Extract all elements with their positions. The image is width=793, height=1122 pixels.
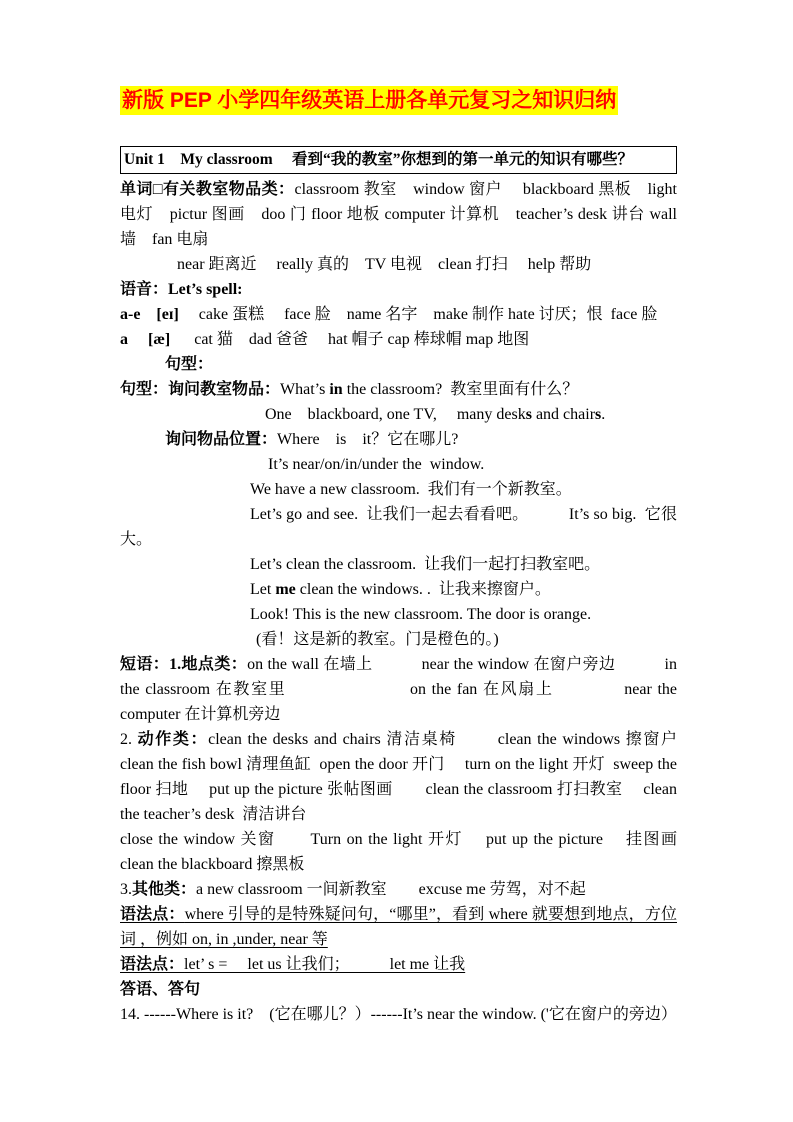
phrases-action-2 [120,827,681,877]
answers-heading [120,977,677,1002]
text-run: s [595,406,602,423]
text-run: 2. [120,731,138,748]
text-run: clean the windows. . 让我来擦窗户。 [295,581,551,598]
text-run: Let [250,581,276,598]
text-run: s [525,406,532,423]
sentence-look-new-classroom [120,602,677,627]
text-run: □ [152,181,163,198]
pattern-ask-classroom-items [120,377,677,402]
text-run: and chair [531,406,596,423]
grammar-point-lets [120,952,677,977]
sentence-let-me-clean [120,577,677,602]
text-run: Let’s clean the classroom. 让我们一起打扫教室吧。 [250,556,601,573]
pattern-answer-classroom-items [120,402,677,427]
text-run: classroom 教室 window 窗户 blackboard 黑板 light 电灯 pictur 图画 doo 门 floor 地板 computer 计算机 teacher’s desk 讲台 wall 墙 fan 电扇 [120,181,681,248]
text-run: 动作类： [137,731,209,748]
text-run: We have a new classroom. 我们有一个新教室。 [250,481,572,498]
text-run: (看！这是新的教室。门是橙色的。) [256,631,499,648]
text-run: 句型：询问教室物品： [120,381,281,398]
text-run: Look! This is the new classroom. The door is orange. [250,606,592,623]
text-run: 句型： [165,356,214,373]
text-run: 语音：Let’s spell: [120,281,243,298]
text-run: 有关教室物品类： [162,181,295,198]
text-run: 3. [120,881,132,898]
text-run: What’s [280,381,330,398]
phrases-location [120,652,681,727]
text-run: It’s near/on/in/under the window. [268,456,485,473]
page-title: 新版 PEP 小学四年级英语上册各单元复习之知识归纳 [120,86,618,115]
sentence-lets-go [120,502,677,552]
text-run: a-e [eɪ] [120,306,179,323]
text-run: 询问物品位置： [165,431,278,448]
text-run: let’ s = let us 让我们； let me 让我 [184,956,466,973]
phonics-a [120,327,677,352]
text-run: cat 猫 dad 爸爸 hat 帽子 cap 棒球帽 map 地图 [170,331,530,348]
pattern-answer-location [120,452,677,477]
sentence-pattern-label [120,352,677,377]
text-run: cake 蛋糕 face 脸 name 名字 make 制作 hate 讨厌；恨 face 脸 [178,306,658,323]
phrases-other [120,877,677,902]
sentence-we-have [120,477,677,502]
text-run: 语法点： [120,956,185,973]
text-run: on the wall 在墙上 near the window 在窗户旁边 in the classroom 在教室里 on the fan 在风扇上 near the computer 在计算机旁边 [120,656,681,723]
document-body [120,177,681,1027]
text-run: clean the desks and chairs 清洁桌椅 clean the windows 擦窗户 clean the fish bowl 清理鱼缸 open the door 开门 turn on the light 开灯 sweep the floor 扫地 put up the picture 张帖图画 clean the classroom 打扫教室 clean the teacher’s desk 清洁讲台 [120,731,681,823]
text-run: me [275,581,296,598]
phonics-a-e [120,302,677,327]
grammar-point-where [120,902,677,952]
title-row [120,84,677,120]
word-list-classroom-items [120,177,681,252]
pattern-ask-location [120,427,677,452]
text-run: 其他类： [132,881,197,898]
phonics-heading [120,277,677,302]
text-run: . [601,406,606,423]
phrases-action [120,727,681,827]
text-run: 答语、答句 [120,981,201,998]
sentence-look-translation [120,627,677,652]
text-run: a [æ] [120,331,171,348]
text-run: where 引导的是特殊疑问句，“哪里”，看到 where 就要想到地点，方位词 ，例如 on, in ,under, near 等 [120,906,677,948]
word-list-continued [120,252,677,277]
text-run: 语法点： [120,906,185,923]
text-run: in [329,381,343,398]
text-run: near 距离近 really 真的 TV 电视 clean 打扫 help 帮助 [177,256,592,273]
sentence-lets-clean [120,552,677,577]
text-run: One blackboard, one TV, many desk [265,406,526,423]
text-run: the classroom? 教室里面有什么？ [342,381,579,398]
text-run: close the window 关窗 Turn on the light 开灯 put up the picture 挂图画 clean the blackboard 擦黑板 [120,831,681,873]
text-run: Let’s go and see. 让我们一起去看看吧。 It’s so big. 它很大。 [120,506,677,548]
text-run: Where is it？它在哪儿? [277,431,459,448]
text-run: 单词 [120,181,153,198]
text-run: a new classroom 一间新教室 excuse me 劳驾，对不起 [196,881,586,898]
unit-header: Unit 1 My classroom 看到“我的教室”你想到的第一单元的知识有哪些？ [120,146,677,174]
text-run: 短语：1.地点类： [120,656,248,673]
qa-item-14 [120,1002,677,1027]
text-run: 14. ------Where is it? (它在哪儿？）------It’s near the window. ('它在窗户的旁边） [120,1006,677,1023]
